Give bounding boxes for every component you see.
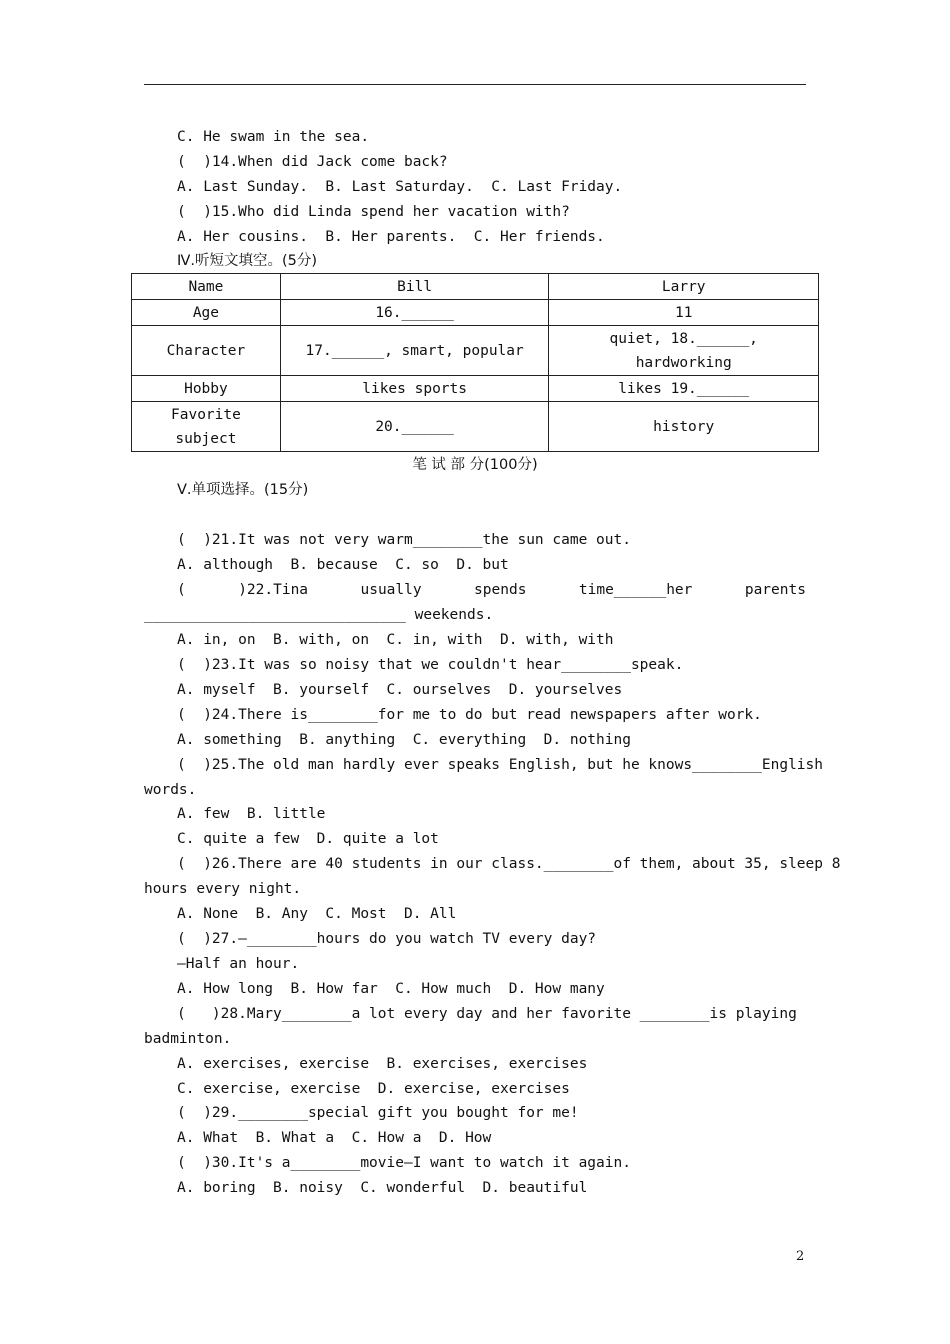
question-25-continuation: words.: [144, 782, 197, 798]
question-28: ( )28.Mary________a lot every day and her favorite ________is playing: [177, 1006, 797, 1022]
table-row: [132, 376, 819, 402]
question-26-continuation: hours every night.: [144, 881, 302, 897]
question-27-answer: —Half an hour.: [177, 956, 300, 972]
question-28-options-1: A. exercises, exercise B. exercises, exercises: [177, 1056, 588, 1072]
question-15-options: A. Her cousins. B. Her parents. C. Her friends.: [177, 229, 605, 245]
question-28-options-2: C. exercise, exercise D. exercise, exercises: [177, 1081, 570, 1097]
question-23: ( )23.It was so noisy that we couldn't hear________speak.: [177, 657, 684, 673]
table-row: [132, 300, 819, 326]
table-row: [132, 402, 819, 452]
table-cell: Hobby: [132, 376, 281, 402]
q22-part: parents: [744, 582, 806, 598]
section-4-heading: Ⅳ.听短文填空。(5分): [177, 253, 318, 269]
table-cell: likes 19.______: [549, 376, 819, 402]
table-cell: 11: [549, 300, 819, 326]
question-27: ( )27.—________hours do you watch TV every day?: [177, 931, 597, 947]
question-28-continuation: badminton.: [144, 1031, 232, 1047]
question-25: ( )25.The old man hardly ever speaks English, but he knows________English: [177, 757, 824, 773]
q22-part: spends: [474, 582, 527, 598]
question-24-options: A. something B. anything C. everything D. nothing: [177, 732, 631, 748]
table-row: [132, 274, 819, 300]
table-cell: 16.______: [280, 300, 549, 326]
question-25-options-1: A. few B. little: [177, 806, 326, 822]
question-29: ( )29.________special gift you bought for me!: [177, 1105, 579, 1121]
table-cell: 20.______: [280, 402, 549, 452]
question-30: ( )30.It's a________movie—I want to watch it again.: [177, 1155, 631, 1171]
table-row: [132, 326, 819, 376]
question-22-continuation: ______________________________ weekends.: [144, 607, 494, 623]
section-5-heading: Ⅴ.单项选择。(15分): [177, 482, 309, 498]
table-cell: history: [549, 402, 819, 452]
question-30-options: A. boring B. noisy C. wonderful D. beautiful: [177, 1180, 588, 1196]
question-22: [177, 581, 806, 599]
q22-part: time______her: [578, 582, 693, 598]
q13-option-c: C. He swam in the sea.: [177, 129, 370, 145]
header-rule: [144, 84, 806, 85]
question-23-options: A. myself B. yourself C. ourselves D. yourselves: [177, 682, 623, 698]
table-header-cell: Bill: [280, 274, 549, 300]
q22-part: usually: [360, 582, 422, 598]
question-26: ( )26.There are 40 students in our class.________of them, about 35, sleep 8: [177, 856, 841, 872]
table-cell: Character: [132, 326, 281, 376]
question-25-options-2: C. quite a few D. quite a lot: [177, 831, 439, 847]
table-header-cell: Larry: [549, 274, 819, 300]
table-header-cell: Name: [132, 274, 281, 300]
question-26-options: A. None B. Any C. Most D. All: [177, 906, 457, 922]
q22-part: )22.Tina: [238, 582, 309, 598]
table-cell: quiet, 18.______, hardworking: [549, 326, 819, 376]
table-cell: Age: [132, 300, 281, 326]
question-14-options: A. Last Sunday. B. Last Saturday. C. Last Friday.: [177, 179, 623, 195]
question-21-options: A. although B. because C. so D. but: [177, 557, 509, 573]
page-number: 2: [796, 1249, 805, 1264]
question-15: ( )15.Who did Linda spend her vacation with?: [177, 204, 570, 220]
table-cell: likes sports: [280, 376, 549, 402]
question-24: ( )24.There is________for me to do but read newspapers after work.: [177, 707, 762, 723]
q22-part: (: [177, 582, 186, 598]
listening-table: [131, 273, 819, 452]
table-cell: 17.______, smart, popular: [280, 326, 549, 376]
written-section-heading: 笔 试 部 分(100分): [412, 457, 538, 473]
question-29-options: A. What B. What a C. How a D. How: [177, 1130, 492, 1146]
table-cell: Favorite subject: [132, 402, 281, 452]
question-27-options: A. How long B. How far C. How much D. How many: [177, 981, 605, 997]
question-21: ( )21.It was not very warm________the sun came out.: [177, 532, 631, 548]
question-22-options: A. in, on B. with, on C. in, with D. with, with: [177, 632, 614, 648]
question-14: ( )14.When did Jack come back?: [177, 154, 448, 170]
